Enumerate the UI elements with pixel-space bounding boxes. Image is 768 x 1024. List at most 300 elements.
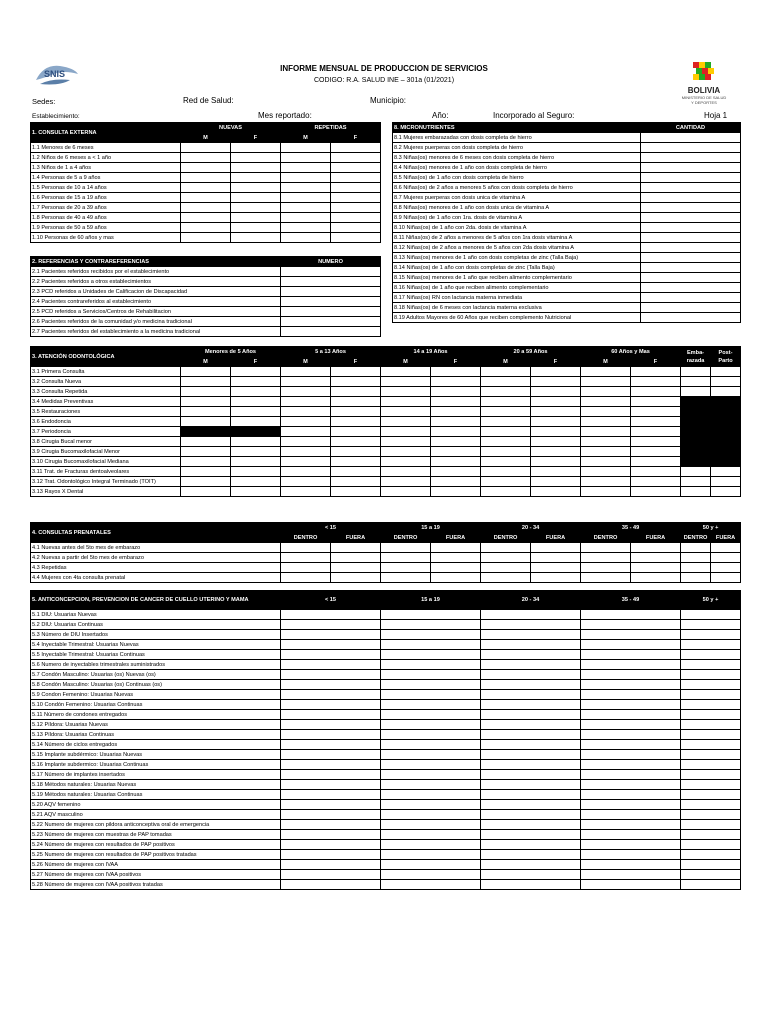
value-cell[interactable] xyxy=(531,447,581,457)
value-cell[interactable] xyxy=(231,163,281,173)
value-cell[interactable] xyxy=(281,193,331,203)
value-cell[interactable] xyxy=(381,397,431,407)
value-cell[interactable] xyxy=(581,880,681,890)
cantidad-cell[interactable] xyxy=(641,133,741,143)
value-cell[interactable] xyxy=(231,213,281,223)
value-cell[interactable] xyxy=(281,730,381,740)
value-cell[interactable] xyxy=(631,387,681,397)
value-cell[interactable] xyxy=(481,820,581,830)
value-cell[interactable] xyxy=(181,487,231,497)
value-cell[interactable] xyxy=(181,233,231,243)
value-cell[interactable] xyxy=(281,700,381,710)
value-cell[interactable] xyxy=(281,183,331,193)
value-cell[interactable] xyxy=(481,800,581,810)
cantidad-cell[interactable] xyxy=(641,313,741,323)
value-cell[interactable] xyxy=(711,407,741,417)
value-cell[interactable] xyxy=(431,477,481,487)
cantidad-cell[interactable] xyxy=(641,293,741,303)
value-cell[interactable] xyxy=(481,810,581,820)
value-cell[interactable] xyxy=(281,417,331,427)
value-cell[interactable] xyxy=(581,830,681,840)
value-cell[interactable] xyxy=(481,840,581,850)
numero-cell[interactable] xyxy=(281,307,381,317)
value-cell[interactable] xyxy=(681,447,711,457)
cantidad-cell[interactable] xyxy=(641,303,741,313)
value-cell[interactable] xyxy=(431,417,481,427)
value-cell[interactable] xyxy=(331,387,381,397)
value-cell[interactable] xyxy=(681,760,741,770)
value-cell[interactable] xyxy=(711,367,741,377)
value-cell[interactable] xyxy=(581,690,681,700)
value-cell[interactable] xyxy=(331,447,381,457)
value-cell[interactable] xyxy=(381,840,481,850)
value-cell[interactable] xyxy=(381,670,481,680)
value-cell[interactable] xyxy=(231,223,281,233)
value-cell[interactable] xyxy=(681,770,741,780)
value-cell[interactable] xyxy=(231,233,281,243)
value-cell[interactable] xyxy=(581,553,631,563)
value-cell[interactable] xyxy=(331,233,381,243)
value-cell[interactable] xyxy=(481,860,581,870)
cantidad-cell[interactable] xyxy=(641,183,741,193)
value-cell[interactable] xyxy=(181,153,231,163)
value-cell[interactable] xyxy=(481,387,531,397)
value-cell[interactable] xyxy=(181,143,231,153)
value-cell[interactable] xyxy=(681,780,741,790)
value-cell[interactable] xyxy=(381,437,431,447)
value-cell[interactable] xyxy=(581,870,681,880)
value-cell[interactable] xyxy=(531,417,581,427)
value-cell[interactable] xyxy=(281,203,331,213)
value-cell[interactable] xyxy=(181,427,231,437)
value-cell[interactable] xyxy=(711,427,741,437)
value-cell[interactable] xyxy=(681,563,711,573)
value-cell[interactable] xyxy=(681,553,711,563)
value-cell[interactable] xyxy=(631,367,681,377)
value-cell[interactable] xyxy=(581,630,681,640)
value-cell[interactable] xyxy=(381,563,431,573)
value-cell[interactable] xyxy=(711,477,741,487)
value-cell[interactable] xyxy=(711,543,741,553)
value-cell[interactable] xyxy=(181,477,231,487)
value-cell[interactable] xyxy=(381,800,481,810)
cantidad-cell[interactable] xyxy=(641,263,741,273)
value-cell[interactable] xyxy=(381,427,431,437)
value-cell[interactable] xyxy=(231,377,281,387)
value-cell[interactable] xyxy=(281,153,331,163)
value-cell[interactable] xyxy=(181,183,231,193)
value-cell[interactable] xyxy=(681,670,741,680)
value-cell[interactable] xyxy=(581,377,631,387)
value-cell[interactable] xyxy=(481,573,531,583)
value-cell[interactable] xyxy=(431,397,481,407)
value-cell[interactable] xyxy=(331,437,381,447)
value-cell[interactable] xyxy=(281,640,381,650)
value-cell[interactable] xyxy=(531,367,581,377)
value-cell[interactable] xyxy=(581,437,631,447)
value-cell[interactable] xyxy=(281,620,381,630)
value-cell[interactable] xyxy=(531,427,581,437)
cantidad-cell[interactable] xyxy=(641,273,741,283)
value-cell[interactable] xyxy=(681,720,741,730)
value-cell[interactable] xyxy=(281,650,381,660)
value-cell[interactable] xyxy=(381,820,481,830)
value-cell[interactable] xyxy=(631,417,681,427)
value-cell[interactable] xyxy=(381,553,431,563)
value-cell[interactable] xyxy=(431,543,481,553)
value-cell[interactable] xyxy=(281,750,381,760)
value-cell[interactable] xyxy=(281,437,331,447)
value-cell[interactable] xyxy=(631,447,681,457)
value-cell[interactable] xyxy=(481,790,581,800)
value-cell[interactable] xyxy=(431,553,481,563)
value-cell[interactable] xyxy=(331,223,381,233)
value-cell[interactable] xyxy=(231,437,281,447)
value-cell[interactable] xyxy=(331,457,381,467)
value-cell[interactable] xyxy=(381,447,431,457)
value-cell[interactable] xyxy=(531,563,581,573)
value-cell[interactable] xyxy=(331,417,381,427)
value-cell[interactable] xyxy=(281,233,331,243)
value-cell[interactable] xyxy=(231,143,281,153)
value-cell[interactable] xyxy=(381,760,481,770)
value-cell[interactable] xyxy=(231,477,281,487)
value-cell[interactable] xyxy=(681,680,741,690)
value-cell[interactable] xyxy=(231,447,281,457)
value-cell[interactable] xyxy=(681,790,741,800)
value-cell[interactable] xyxy=(281,810,381,820)
cantidad-cell[interactable] xyxy=(641,233,741,243)
numero-cell[interactable] xyxy=(281,267,381,277)
value-cell[interactable] xyxy=(231,417,281,427)
value-cell[interactable] xyxy=(331,477,381,487)
value-cell[interactable] xyxy=(381,830,481,840)
value-cell[interactable] xyxy=(331,163,381,173)
value-cell[interactable] xyxy=(331,553,381,563)
cantidad-cell[interactable] xyxy=(641,143,741,153)
value-cell[interactable] xyxy=(281,477,331,487)
value-cell[interactable] xyxy=(631,467,681,477)
value-cell[interactable] xyxy=(581,790,681,800)
value-cell[interactable] xyxy=(681,407,711,417)
value-cell[interactable] xyxy=(581,720,681,730)
value-cell[interactable] xyxy=(631,543,681,553)
value-cell[interactable] xyxy=(481,700,581,710)
value-cell[interactable] xyxy=(481,780,581,790)
value-cell[interactable] xyxy=(481,750,581,760)
value-cell[interactable] xyxy=(681,870,741,880)
value-cell[interactable] xyxy=(381,620,481,630)
value-cell[interactable] xyxy=(681,427,711,437)
value-cell[interactable] xyxy=(231,193,281,203)
value-cell[interactable] xyxy=(681,830,741,840)
value-cell[interactable] xyxy=(581,670,681,680)
value-cell[interactable] xyxy=(681,397,711,407)
value-cell[interactable] xyxy=(381,457,431,467)
value-cell[interactable] xyxy=(711,573,741,583)
value-cell[interactable] xyxy=(331,427,381,437)
value-cell[interactable] xyxy=(481,437,531,447)
value-cell[interactable] xyxy=(481,730,581,740)
value-cell[interactable] xyxy=(331,397,381,407)
value-cell[interactable] xyxy=(181,467,231,477)
value-cell[interactable] xyxy=(481,620,581,630)
value-cell[interactable] xyxy=(581,640,681,650)
value-cell[interactable] xyxy=(581,367,631,377)
value-cell[interactable] xyxy=(431,387,481,397)
value-cell[interactable] xyxy=(531,437,581,447)
value-cell[interactable] xyxy=(681,543,711,553)
value-cell[interactable] xyxy=(431,447,481,457)
value-cell[interactable] xyxy=(381,850,481,860)
value-cell[interactable] xyxy=(181,417,231,427)
value-cell[interactable] xyxy=(281,223,331,233)
value-cell[interactable] xyxy=(481,640,581,650)
value-cell[interactable] xyxy=(581,840,681,850)
cantidad-cell[interactable] xyxy=(641,283,741,293)
value-cell[interactable] xyxy=(681,730,741,740)
value-cell[interactable] xyxy=(581,780,681,790)
value-cell[interactable] xyxy=(581,427,631,437)
value-cell[interactable] xyxy=(581,477,631,487)
value-cell[interactable] xyxy=(181,387,231,397)
value-cell[interactable] xyxy=(681,800,741,810)
value-cell[interactable] xyxy=(281,447,331,457)
value-cell[interactable] xyxy=(381,780,481,790)
value-cell[interactable] xyxy=(581,407,631,417)
value-cell[interactable] xyxy=(481,417,531,427)
value-cell[interactable] xyxy=(681,620,741,630)
value-cell[interactable] xyxy=(581,740,681,750)
value-cell[interactable] xyxy=(331,213,381,223)
value-cell[interactable] xyxy=(581,680,681,690)
value-cell[interactable] xyxy=(381,660,481,670)
value-cell[interactable] xyxy=(281,367,331,377)
value-cell[interactable] xyxy=(581,700,681,710)
value-cell[interactable] xyxy=(381,417,431,427)
value-cell[interactable] xyxy=(281,660,381,670)
value-cell[interactable] xyxy=(181,407,231,417)
value-cell[interactable] xyxy=(711,387,741,397)
value-cell[interactable] xyxy=(381,690,481,700)
value-cell[interactable] xyxy=(281,820,381,830)
value-cell[interactable] xyxy=(231,467,281,477)
value-cell[interactable] xyxy=(581,820,681,830)
value-cell[interactable] xyxy=(481,467,531,477)
value-cell[interactable] xyxy=(681,710,741,720)
value-cell[interactable] xyxy=(681,880,741,890)
value-cell[interactable] xyxy=(681,700,741,710)
value-cell[interactable] xyxy=(431,467,481,477)
value-cell[interactable] xyxy=(711,447,741,457)
value-cell[interactable] xyxy=(381,750,481,760)
value-cell[interactable] xyxy=(681,810,741,820)
value-cell[interactable] xyxy=(281,680,381,690)
value-cell[interactable] xyxy=(281,690,381,700)
value-cell[interactable] xyxy=(281,760,381,770)
value-cell[interactable] xyxy=(231,487,281,497)
value-cell[interactable] xyxy=(331,173,381,183)
value-cell[interactable] xyxy=(481,670,581,680)
value-cell[interactable] xyxy=(331,377,381,387)
value-cell[interactable] xyxy=(381,467,431,477)
value-cell[interactable] xyxy=(481,850,581,860)
value-cell[interactable] xyxy=(481,407,531,417)
value-cell[interactable] xyxy=(681,660,741,670)
value-cell[interactable] xyxy=(531,553,581,563)
value-cell[interactable] xyxy=(281,543,331,553)
cantidad-cell[interactable] xyxy=(641,213,741,223)
value-cell[interactable] xyxy=(681,487,711,497)
value-cell[interactable] xyxy=(681,750,741,760)
value-cell[interactable] xyxy=(331,487,381,497)
value-cell[interactable] xyxy=(381,720,481,730)
value-cell[interactable] xyxy=(581,650,681,660)
value-cell[interactable] xyxy=(181,223,231,233)
value-cell[interactable] xyxy=(481,650,581,660)
value-cell[interactable] xyxy=(481,740,581,750)
value-cell[interactable] xyxy=(681,740,741,750)
value-cell[interactable] xyxy=(181,213,231,223)
value-cell[interactable] xyxy=(281,880,381,890)
value-cell[interactable] xyxy=(631,457,681,467)
value-cell[interactable] xyxy=(431,367,481,377)
value-cell[interactable] xyxy=(331,573,381,583)
value-cell[interactable] xyxy=(581,543,631,553)
value-cell[interactable] xyxy=(431,573,481,583)
value-cell[interactable] xyxy=(331,143,381,153)
value-cell[interactable] xyxy=(631,563,681,573)
value-cell[interactable] xyxy=(581,810,681,820)
cantidad-cell[interactable] xyxy=(641,163,741,173)
value-cell[interactable] xyxy=(581,730,681,740)
value-cell[interactable] xyxy=(531,457,581,467)
value-cell[interactable] xyxy=(531,543,581,553)
value-cell[interactable] xyxy=(431,427,481,437)
value-cell[interactable] xyxy=(281,800,381,810)
value-cell[interactable] xyxy=(681,377,711,387)
cantidad-cell[interactable] xyxy=(641,223,741,233)
value-cell[interactable] xyxy=(531,387,581,397)
value-cell[interactable] xyxy=(381,487,431,497)
value-cell[interactable] xyxy=(711,397,741,407)
value-cell[interactable] xyxy=(281,427,331,437)
value-cell[interactable] xyxy=(281,720,381,730)
value-cell[interactable] xyxy=(481,427,531,437)
value-cell[interactable] xyxy=(531,467,581,477)
numero-cell[interactable] xyxy=(281,297,381,307)
value-cell[interactable] xyxy=(481,680,581,690)
value-cell[interactable] xyxy=(531,377,581,387)
value-cell[interactable] xyxy=(431,563,481,573)
numero-cell[interactable] xyxy=(281,277,381,287)
value-cell[interactable] xyxy=(181,437,231,447)
value-cell[interactable] xyxy=(681,457,711,467)
value-cell[interactable] xyxy=(681,367,711,377)
value-cell[interactable] xyxy=(681,640,741,650)
value-cell[interactable] xyxy=(481,770,581,780)
value-cell[interactable] xyxy=(231,173,281,183)
cantidad-cell[interactable] xyxy=(641,253,741,263)
value-cell[interactable] xyxy=(231,367,281,377)
numero-cell[interactable] xyxy=(281,287,381,297)
value-cell[interactable] xyxy=(281,840,381,850)
value-cell[interactable] xyxy=(281,830,381,840)
value-cell[interactable] xyxy=(281,173,331,183)
value-cell[interactable] xyxy=(481,543,531,553)
value-cell[interactable] xyxy=(181,397,231,407)
value-cell[interactable] xyxy=(181,163,231,173)
value-cell[interactable] xyxy=(581,487,631,497)
value-cell[interactable] xyxy=(711,457,741,467)
value-cell[interactable] xyxy=(231,153,281,163)
value-cell[interactable] xyxy=(481,377,531,387)
value-cell[interactable] xyxy=(381,640,481,650)
value-cell[interactable] xyxy=(681,417,711,427)
value-cell[interactable] xyxy=(711,487,741,497)
value-cell[interactable] xyxy=(711,377,741,387)
value-cell[interactable] xyxy=(381,477,431,487)
numero-cell[interactable] xyxy=(281,317,381,327)
value-cell[interactable] xyxy=(381,710,481,720)
value-cell[interactable] xyxy=(231,427,281,437)
value-cell[interactable] xyxy=(481,630,581,640)
value-cell[interactable] xyxy=(381,680,481,690)
value-cell[interactable] xyxy=(681,650,741,660)
value-cell[interactable] xyxy=(281,467,331,477)
value-cell[interactable] xyxy=(531,407,581,417)
value-cell[interactable] xyxy=(381,573,431,583)
value-cell[interactable] xyxy=(331,543,381,553)
value-cell[interactable] xyxy=(481,710,581,720)
value-cell[interactable] xyxy=(231,407,281,417)
value-cell[interactable] xyxy=(581,850,681,860)
value-cell[interactable] xyxy=(331,467,381,477)
value-cell[interactable] xyxy=(581,397,631,407)
value-cell[interactable] xyxy=(281,780,381,790)
value-cell[interactable] xyxy=(531,487,581,497)
value-cell[interactable] xyxy=(281,630,381,640)
value-cell[interactable] xyxy=(381,377,431,387)
value-cell[interactable] xyxy=(581,710,681,720)
value-cell[interactable] xyxy=(581,467,631,477)
value-cell[interactable] xyxy=(281,213,331,223)
value-cell[interactable] xyxy=(481,457,531,467)
value-cell[interactable] xyxy=(481,760,581,770)
value-cell[interactable] xyxy=(581,447,631,457)
value-cell[interactable] xyxy=(381,650,481,660)
value-cell[interactable] xyxy=(331,193,381,203)
value-cell[interactable] xyxy=(481,720,581,730)
value-cell[interactable] xyxy=(481,447,531,457)
value-cell[interactable] xyxy=(331,203,381,213)
value-cell[interactable] xyxy=(281,563,331,573)
value-cell[interactable] xyxy=(281,710,381,720)
value-cell[interactable] xyxy=(581,760,681,770)
value-cell[interactable] xyxy=(581,620,681,630)
value-cell[interactable] xyxy=(581,387,631,397)
value-cell[interactable] xyxy=(281,163,331,173)
value-cell[interactable] xyxy=(381,810,481,820)
value-cell[interactable] xyxy=(381,740,481,750)
value-cell[interactable] xyxy=(631,397,681,407)
value-cell[interactable] xyxy=(231,203,281,213)
value-cell[interactable] xyxy=(481,880,581,890)
value-cell[interactable] xyxy=(281,770,381,780)
value-cell[interactable] xyxy=(581,563,631,573)
value-cell[interactable] xyxy=(711,553,741,563)
value-cell[interactable] xyxy=(631,487,681,497)
